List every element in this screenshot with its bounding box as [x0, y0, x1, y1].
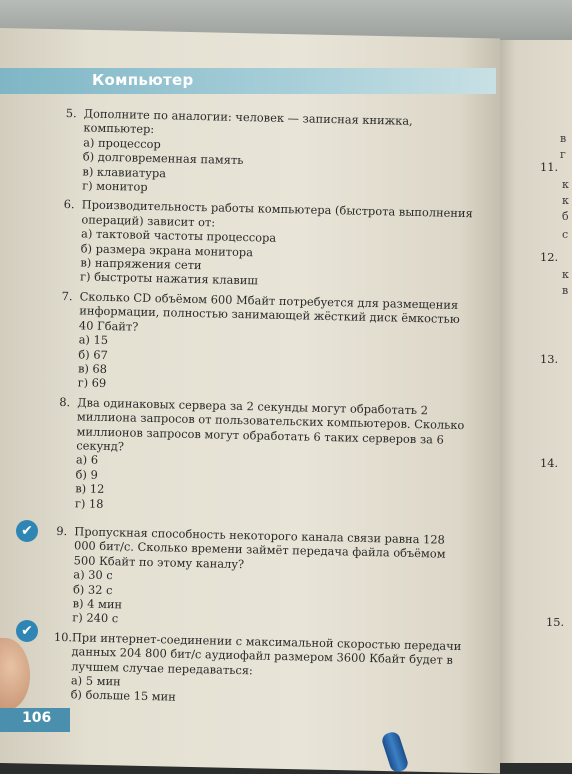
- answer-option: а) 30 с: [73, 567, 113, 583]
- question-7: [60, 289, 474, 399]
- right-page-fragment: с: [562, 228, 569, 241]
- question-number: 7.: [61, 288, 73, 304]
- answer-option: а) 15: [78, 332, 109, 348]
- question-text: Сколько CD объёмом 600 Мбайт потребуется для размещения информации, полностью занимающей жёсткий диск ёмкостью 40 Гбайт?: [78, 289, 460, 334]
- answer-option: в) 68: [77, 361, 108, 376]
- answer-option: г) 240 с: [72, 610, 119, 626]
- question-5: [64, 106, 478, 202]
- answer-option: в) 12: [75, 481, 105, 497]
- question-9: [54, 524, 468, 634]
- right-page-fragment: к: [562, 268, 569, 281]
- answer-option: г) 69: [77, 375, 107, 391]
- right-page-fragment: к: [562, 178, 569, 191]
- right-page-number: 14.: [540, 456, 559, 470]
- question-list: [52, 106, 478, 716]
- question-6: [62, 197, 476, 293]
- page-number: 106: [22, 710, 52, 726]
- question-text: Производительность работы компьютера (быстрота выполнения операций) зависит от:: [81, 197, 473, 230]
- question-number: 5.: [65, 106, 77, 121]
- question-number: 10.: [53, 629, 73, 645]
- right-page-fragment: к: [562, 194, 569, 207]
- answer-option: б) 67: [78, 346, 108, 362]
- answer-option: б) больше 15 мин: [70, 687, 176, 705]
- right-page-fragment: б: [562, 210, 569, 223]
- question-text: Пропускная способность некоторого канала связи равна 128 000 бит/с. Сколько времени займёт передача файла объёмом 500 Кбайт по этому каналу?: [73, 524, 446, 571]
- question-text: Дополните по аналогии: человек — записная книжка, компьютер:: [83, 106, 413, 137]
- chapter-title: Компьютер: [92, 71, 194, 89]
- answer-option: в) 4 мин: [72, 596, 123, 612]
- answer-option: а) 5 мин: [70, 673, 121, 689]
- question-number: 6.: [63, 197, 75, 212]
- checkmark-icon: ✔: [16, 620, 38, 642]
- right-page-number: 12.: [540, 250, 559, 264]
- right-page-fragment: в: [562, 284, 569, 297]
- question-text: Два одинаковых сервера за 2 секунды могут обработать 2 миллиона запросов от пользовательских компьютеров. Сколько миллионов запросов могут обработать 6 таких серверов за 6 секунд?: [76, 395, 465, 454]
- right-page-number: 11.: [540, 160, 559, 174]
- answer-option: в) клавиатура: [82, 164, 167, 180]
- question-text: При интернет-соединении с максимальной скоростью передачи данных 204 800 бит/с аудиофайл размером 3600 Кбайт будет в лучшем случае передаваться:: [71, 630, 462, 678]
- question-number: 9.: [56, 523, 68, 539]
- right-page-fragment: г: [560, 148, 566, 161]
- answer-option: б) долговременная память: [82, 149, 244, 168]
- chapter-header-band: [0, 68, 496, 94]
- answer-option: б) размера экрана монитора: [80, 241, 254, 259]
- answer-option: а) тактовой частоты процессора: [80, 226, 277, 246]
- answer-option: в) напряжения сети: [80, 255, 202, 273]
- answer-option: г) монитор: [82, 178, 148, 194]
- question-10: [52, 630, 466, 711]
- answer-option: а) 6: [75, 452, 99, 468]
- answer-option: б) 9: [75, 467, 98, 482]
- answer-option: г) быстроты нажатия клавиш: [79, 269, 259, 288]
- question-number: 8.: [59, 394, 71, 409]
- answer-option: б) 32 с: [72, 581, 113, 597]
- checkmark-icon: ✔: [16, 520, 38, 542]
- question-8: [57, 395, 472, 520]
- right-page-fragment: в: [560, 132, 567, 145]
- right-page-number: 15.: [546, 615, 565, 629]
- right-page-number: 13.: [540, 352, 559, 366]
- answer-option: а) процессор: [83, 135, 161, 151]
- answer-option: г) 18: [74, 495, 104, 511]
